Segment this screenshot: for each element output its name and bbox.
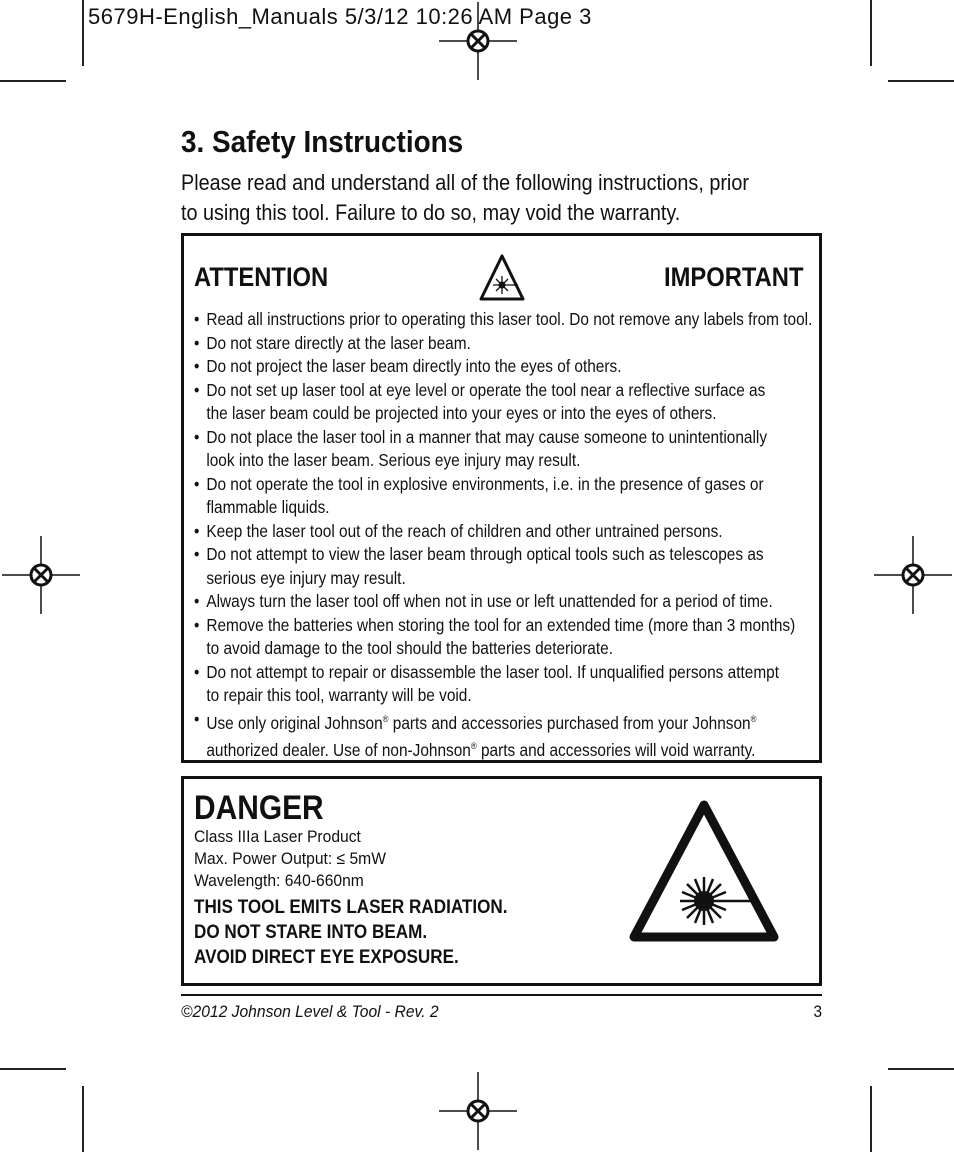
warning-line: AVOID DIRECT EYE EXPOSURE.	[194, 947, 459, 968]
registration-mark-icon	[874, 536, 952, 614]
list-item: • Read all instructions prior to operating this laser tool. Do not remove any labels from tool.	[194, 308, 801, 332]
important-header: IMPORTANT	[663, 262, 803, 292]
danger-title: DANGER	[194, 789, 324, 827]
list-item: • Do not attempt to repair or disassemble the laser tool. If unqualified persons attempt to repair this tool, warranty will be void.	[194, 661, 801, 708]
list-item: • Always turn the laser tool off when not in use or left unattended for a period of time.	[194, 590, 801, 614]
crop-mark	[888, 1068, 954, 1070]
intro-paragraph: Please read and understand all of the following instructions, prior to using this tool. Failure to do so, may void the warranty.	[181, 170, 749, 225]
page-number: 3	[812, 1002, 822, 1021]
list-item: • Do not stare directly at the laser beam.	[194, 332, 801, 356]
attention-header: ATTENTION	[194, 262, 329, 292]
warning-line: THIS TOOL EMITS LASER RADIATION.	[194, 897, 508, 918]
footer-rule	[181, 994, 822, 996]
registration-mark-icon	[439, 2, 517, 80]
laser-radiation-icon	[628, 797, 780, 947]
list-item: • Use only original Johnson® parts and accessories purchased from your Johnson® authorized dealer. Use of non-Johnson® parts and accessories will void warranty.	[194, 708, 801, 763]
warning-line: DO NOT STARE INTO BEAM.	[194, 922, 428, 943]
section-title: 3. Safety Instructions	[181, 124, 464, 159]
list-item: • Do not attempt to view the laser beam through optical tools such as telescopes as serious eye injury may result.	[194, 543, 801, 590]
crop-mark	[870, 1086, 872, 1152]
list-item: • Remove the batteries when storing the tool for an extended time (more than 3 months) to avoid damage to the tool should the batteries deteriorate.	[194, 614, 801, 661]
crop-mark	[0, 80, 66, 82]
registration-mark-icon	[2, 536, 80, 614]
crop-mark	[888, 80, 954, 82]
wavelength: Wavelength: 640-660nm	[194, 871, 364, 890]
list-item: • Do not operate the tool in explosive environments, i.e. in the presence of gases or flammable liquids.	[194, 473, 801, 520]
crop-mark	[0, 1068, 66, 1070]
crop-mark	[870, 0, 872, 66]
attention-box	[181, 233, 822, 763]
registration-mark-icon	[439, 1072, 517, 1150]
list-item: • Do not place the laser tool in a manner that may cause someone to unintentionally look into the laser beam. Serious eye injury may result.	[194, 426, 801, 473]
print-slug: 5679H-English_Manuals 5/3/12 10:26 AM Page 3	[88, 4, 592, 29]
copyright: ©2012 Johnson Level & Tool - Rev. 2	[181, 1002, 439, 1021]
list-item: • Keep the laser tool out of the reach of children and other untrained persons.	[194, 520, 801, 544]
list-item: • Do not set up laser tool at eye level or operate the tool near a reflective surface as the laser beam could be projected into your eyes or into the eyes of others.	[194, 379, 801, 426]
max-power-output: Max. Power Output: ≤ 5mW	[194, 849, 386, 868]
laser-class: Class IIIa Laser Product	[194, 827, 361, 846]
crop-mark	[82, 1086, 84, 1152]
crop-mark	[82, 0, 84, 66]
laser-warning-icon	[478, 252, 526, 304]
list-item: • Do not project the laser beam directly into the eyes of others.	[194, 355, 801, 379]
safety-bullet-list	[194, 308, 813, 762]
danger-box	[181, 776, 822, 986]
